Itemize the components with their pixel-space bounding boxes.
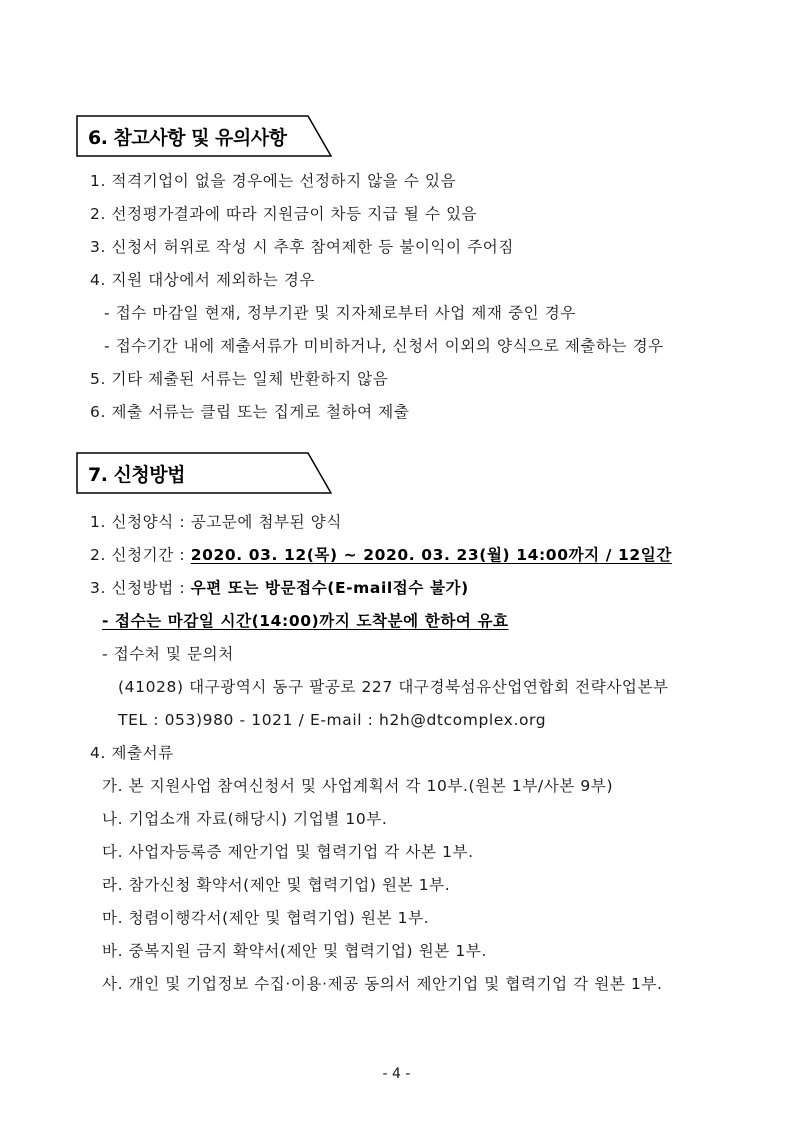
apply-period-label: 2. 신청기간 : [90, 546, 191, 564]
doc-item: 다. 사업자등록증 제안기업 및 협력기업 각 사본 1부. [102, 843, 474, 861]
notice-item-2: 2. 선정평가결과에 따라 지원금이 차등 지급 될 수 있음 [90, 205, 478, 223]
section-7-header [76, 452, 332, 494]
apply-form-label: 1. 신청양식 : [90, 513, 191, 531]
contact-address: (41028) 대구광역시 동구 팔공로 227 대구경북섬유산업연합회 전략사업본부 [118, 678, 669, 696]
notice-item-5: 5. 기타 제출된 서류는 일체 반환하지 않음 [90, 370, 389, 388]
apply-method-note: - 접수는 마감일 시간(14:00)까지 도착분에 한하여 유효 [102, 612, 509, 630]
notice-item-4: 4. 지원 대상에서 제외하는 경우 [90, 271, 315, 289]
notice-item-3: 3. 신청서 허위로 작성 시 추후 참여제한 등 불이익이 주어짐 [90, 238, 514, 256]
doc-item: 바. 중복지원 금지 확약서(제안 및 협력기업) 원본 1부. [102, 942, 487, 960]
notice-item-6: 6. 제출 서류는 클립 또는 집게로 철하여 제출 [90, 403, 410, 421]
section-7-title: 7. 신청방법 [88, 464, 185, 486]
doc-item: 나. 기업소개 자료(해당시) 기업별 10부. [102, 810, 388, 828]
notice-item-1: 1. 적격기업이 없을 경우에는 선정하지 않을 수 있음 [90, 172, 457, 190]
doc-item: 마. 청렴이행각서(제안 및 협력기업) 원본 1부. [102, 909, 430, 927]
doc-item: 사. 개인 및 기업정보 수집·이용·제공 동의서 제안기업 및 협력기업 각 원본 1부. [102, 975, 663, 993]
notice-subitem-1: - 접수 마감일 현재, 정부기관 및 지자체로부터 사업 제재 중인 경우 [104, 304, 576, 322]
contact-tel-email: TEL : 053)980 - 1021 / E-mail : h2h@dtcomplex.org [118, 711, 547, 729]
apply-period-value: 2020. 03. 12(목) ~ 2020. 03. 23(월) 14:00까지 / 12일간 [190, 546, 672, 564]
apply-period-line [90, 545, 672, 565]
apply-method-line [90, 578, 469, 598]
section-6-title: 6. 참고사항 및 유의사항 [88, 127, 287, 149]
apply-method-label: 3. 신청방법 : [90, 579, 191, 597]
doc-item: 라. 참가신청 확약서(제안 및 협력기업) 원본 1부. [102, 876, 451, 894]
docs-label: 4. 제출서류 [90, 744, 174, 762]
contact-label: - 접수처 및 문의처 [102, 645, 234, 663]
apply-form-value: 공고문에 첨부된 양식 [190, 513, 342, 531]
page-number: - 4 - [382, 1066, 411, 1082]
notice-subitem-2: - 접수기간 내에 제출서류가 미비하거나, 신청서 이외의 양식으로 제출하는 경우 [104, 337, 664, 355]
apply-method-value: 우편 또는 방문접수(E-mail접수 불가) [190, 579, 469, 597]
apply-form-line [90, 512, 342, 532]
doc-item: 가. 본 지원사업 참여신청서 및 사업계획서 각 10부.(원본 1부/사본 9부) [102, 777, 614, 795]
section-6-header [76, 115, 332, 157]
